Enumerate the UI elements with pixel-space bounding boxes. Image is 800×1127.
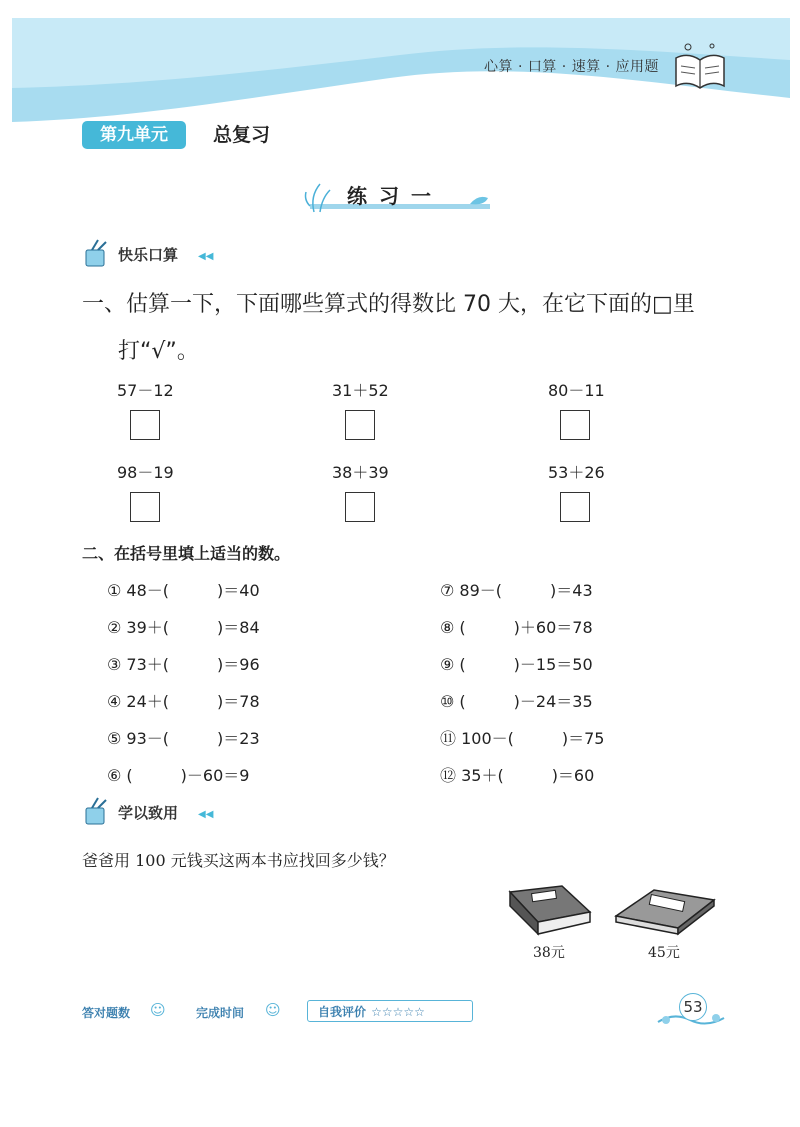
estimate-expression: 98－19 (117, 463, 174, 482)
section-heading-kuaile: 快乐口算 (118, 246, 179, 264)
fill-blank-item[interactable]: ⑤ 93－( )＝23 (107, 729, 260, 748)
rating-stars[interactable]: ☆☆☆☆☆ (371, 1005, 425, 1019)
pencil-cup-icon (82, 238, 114, 270)
section-heading-xueyi: 学以致用 (118, 804, 179, 822)
fill-blank-item[interactable]: ⑩ ( )－24＝35 (440, 692, 593, 711)
open-book-icon (672, 40, 728, 92)
answer-box[interactable] (345, 410, 375, 440)
book1-price: 38元 (533, 945, 565, 961)
fill-blank-item[interactable]: ④ 24＋( )＝78 (107, 692, 260, 711)
answer-box[interactable] (560, 492, 590, 522)
book2-price: 45元 (648, 945, 680, 961)
arrow-icon: ◀◀ (198, 251, 214, 262)
fill-blank-item[interactable]: ⑨ ( )－15＝50 (440, 655, 593, 674)
unit-badge: 第九单元 (82, 121, 186, 149)
fill-blank-item[interactable]: ① 48－( )＝40 (107, 581, 260, 600)
smiley-icon: ☺ (265, 1001, 281, 1019)
fill-blank-item[interactable]: ⑫ 35＋( )＝60 (440, 766, 595, 785)
fill-blank-item[interactable]: ③ 73＋( )＝96 (107, 655, 260, 674)
answer-box[interactable] (130, 410, 160, 440)
unit-title: 总复习 (213, 124, 271, 146)
page-number: 53 (679, 993, 707, 1021)
estimate-expression: 53＋26 (548, 463, 605, 482)
fill-blank-item[interactable]: ⑦ 89－( )＝43 (440, 581, 593, 600)
fill-blank-item[interactable]: ⑪ 100－( )＝75 (440, 729, 605, 748)
footer-time: 完成时间 (196, 1006, 245, 1020)
estimate-expression: 57－12 (117, 381, 174, 400)
fill-blank-item[interactable]: ⑥ ( )－60＝9 (107, 766, 250, 785)
answer-box[interactable] (345, 492, 375, 522)
self-rating-label: 自我评价 (318, 1005, 367, 1019)
question-1-text-2: 打“√”。 (118, 339, 199, 364)
footer-correct-count: 答对题数 (82, 1006, 131, 1020)
pencil-cup-icon (82, 796, 114, 828)
fill-blank-item[interactable]: ② 39＋( )＝84 (107, 618, 260, 637)
self-rating (307, 1000, 473, 1022)
book-icon (612, 886, 718, 936)
estimate-expression: 31＋52 (332, 381, 389, 400)
book-icon (502, 882, 594, 938)
smiley-icon: ☺ (150, 1001, 166, 1019)
fill-blank-item[interactable]: ⑧ ( )＋60＝78 (440, 618, 593, 637)
question-1-text: 一、估算一下，下面哪些算式的得数比 70 大，在它下面的□里 (82, 292, 695, 317)
estimate-expression: 38＋39 (332, 463, 389, 482)
word-problem-text: 爸爸用 100 元钱买这两本书应找回多少钱？ (82, 851, 395, 870)
question-2-title: 二、在括号里填上适当的数。 (82, 544, 291, 563)
estimate-expression: 80－11 (548, 381, 605, 400)
exercise-title: 练习一 (347, 184, 443, 208)
answer-box[interactable] (130, 492, 160, 522)
arrow-icon: ◀◀ (198, 809, 214, 820)
answer-box[interactable] (560, 410, 590, 440)
header-subtitle: 心算 · 口算 · 速算 · 应用题 (484, 59, 660, 75)
